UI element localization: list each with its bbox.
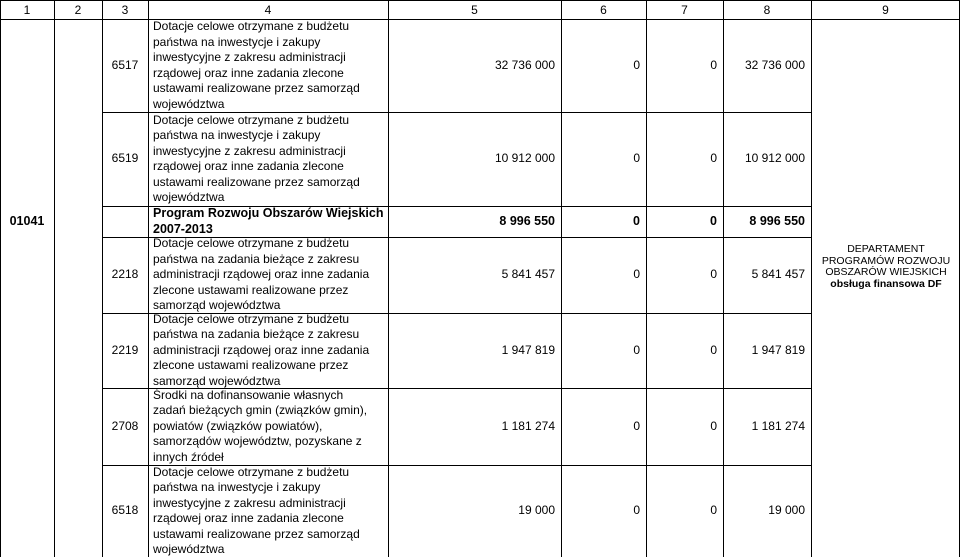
- row-paragraph-code: 2708: [111, 418, 139, 433]
- department-note: [812, 244, 960, 290]
- row-value-col5: 32 736 000: [494, 57, 555, 72]
- column-rule: [148, 0, 149, 557]
- row-value-col7: 0: [710, 57, 717, 72]
- row-division-code: [0, 388, 54, 465]
- row-value-col7: 0: [710, 151, 717, 166]
- header-col-2: 2: [74, 3, 82, 17]
- header-col-1: 1: [23, 3, 31, 17]
- row-paragraph-code: 6518: [111, 503, 139, 518]
- row-division-code: [0, 112, 54, 206]
- note-line-department: DEPARTAMENT: [847, 243, 925, 255]
- row-paragraph-code: 6517: [111, 57, 139, 72]
- row-description: Dotacje celowe otrzymane z budżetu państwa na inwestycje i zakupy inwestycyjne z zakresu administracji rządowej oraz inne zadania zlecone ustawami realizowane przez samorząd województwa: [153, 112, 360, 204]
- row-value-col7: 0: [710, 342, 717, 357]
- row-value-col6: 0: [633, 57, 640, 72]
- column-rule: [54, 0, 55, 557]
- note-line-finance: obsługa finansowa DF: [830, 277, 942, 290]
- row-paragraph-code: 2219: [111, 342, 139, 357]
- row-description: Dotacje celowe otrzymane z budżetu państwa na zadania bieżące z zakresu administracji rządowej oraz inne zadania zlecone ustawami realizowane przez samorząd województwa: [153, 311, 370, 388]
- row-description: Program Rozwoju Obszarów Wiejskich 2007-2013: [153, 206, 384, 236]
- header-col-6: 6: [600, 3, 607, 17]
- row-value-col8: 10 912 000: [744, 151, 805, 166]
- row-value-col6: 0: [633, 503, 640, 518]
- row-value-col5: 10 912 000: [494, 151, 555, 166]
- row-description: Dotacje celowe otrzymane z budżetu państwa na inwestycje i zakupy inwestycyjne z zakresu administracji rządowej oraz inne zadania zlecone ustawami realizowane przez samorząd województwa: [153, 464, 360, 556]
- row-value-col8: 19 000: [768, 503, 805, 518]
- row-value-col8: 32 736 000: [744, 57, 805, 72]
- header-col-3: 3: [121, 3, 129, 17]
- row-value-col6: 0: [633, 342, 640, 357]
- header-col-7: 7: [681, 3, 688, 17]
- row-value-col8: 8 996 550: [749, 213, 805, 228]
- header-col-4: 4: [264, 3, 272, 17]
- row-division-code: [0, 465, 54, 557]
- row-value-col8: 5 841 457: [751, 267, 805, 282]
- row-value-col5: 19 000: [518, 503, 555, 518]
- row-value-col5: 8 996 550: [499, 213, 555, 228]
- row-value-col5: 5 841 457: [501, 267, 555, 282]
- row-value-col7: 0: [710, 213, 717, 228]
- row-value-col8: 1 947 819: [751, 342, 805, 357]
- row-value-col7: 0: [710, 418, 717, 433]
- row-description: Dotacje celowe otrzymane z budżetu państwa na inwestycje i zakupy inwestycyjne z zakresu administracji rządowej oraz inne zadania zlecone ustawami realizowane przez samorząd województwa: [153, 19, 360, 111]
- row-value-col7: 0: [710, 503, 717, 518]
- row-division-code: [0, 237, 54, 313]
- row-value-col5: 1 947 819: [501, 342, 555, 357]
- row-division-code: [0, 19, 54, 112]
- row-division-code: [0, 313, 54, 388]
- header-col-5: 5: [471, 3, 478, 17]
- row-division-code: 01041: [9, 213, 45, 228]
- row-paragraph-code: [102, 206, 148, 237]
- note-line-rural-areas: OBSZARÓW WIEJSKICH: [825, 266, 947, 278]
- row-value-col7: 0: [710, 267, 717, 282]
- row-value-col6: 0: [633, 213, 640, 228]
- row-description: Dotacje celowe otrzymane z budżetu państwa na zadania bieżące z zakresu administracji rządowej oraz inne zadania zlecone ustawami realizowane przez samorząd województwa: [153, 236, 370, 313]
- row-paragraph-code: 2218: [111, 267, 139, 282]
- row-description: Środki na dofinansowanie własnych zadań bieżących gmin (związków gmin), powiatów (związków powiatów), samorządów województw, pozyskane z innych źródeł: [153, 387, 368, 464]
- row-value-col6: 0: [633, 418, 640, 433]
- row-value-col6: 0: [633, 267, 640, 282]
- row-paragraph-code: 6519: [111, 151, 139, 166]
- note-line-programs: PROGRAMÓW ROZWOJU: [821, 254, 951, 267]
- row-value-col5: 1 181 274: [501, 418, 555, 433]
- row-value-col8: 1 181 274: [751, 418, 805, 433]
- row-value-col6: 0: [633, 151, 640, 166]
- header-col-9: 9: [882, 3, 889, 17]
- header-col-8: 8: [763, 3, 771, 17]
